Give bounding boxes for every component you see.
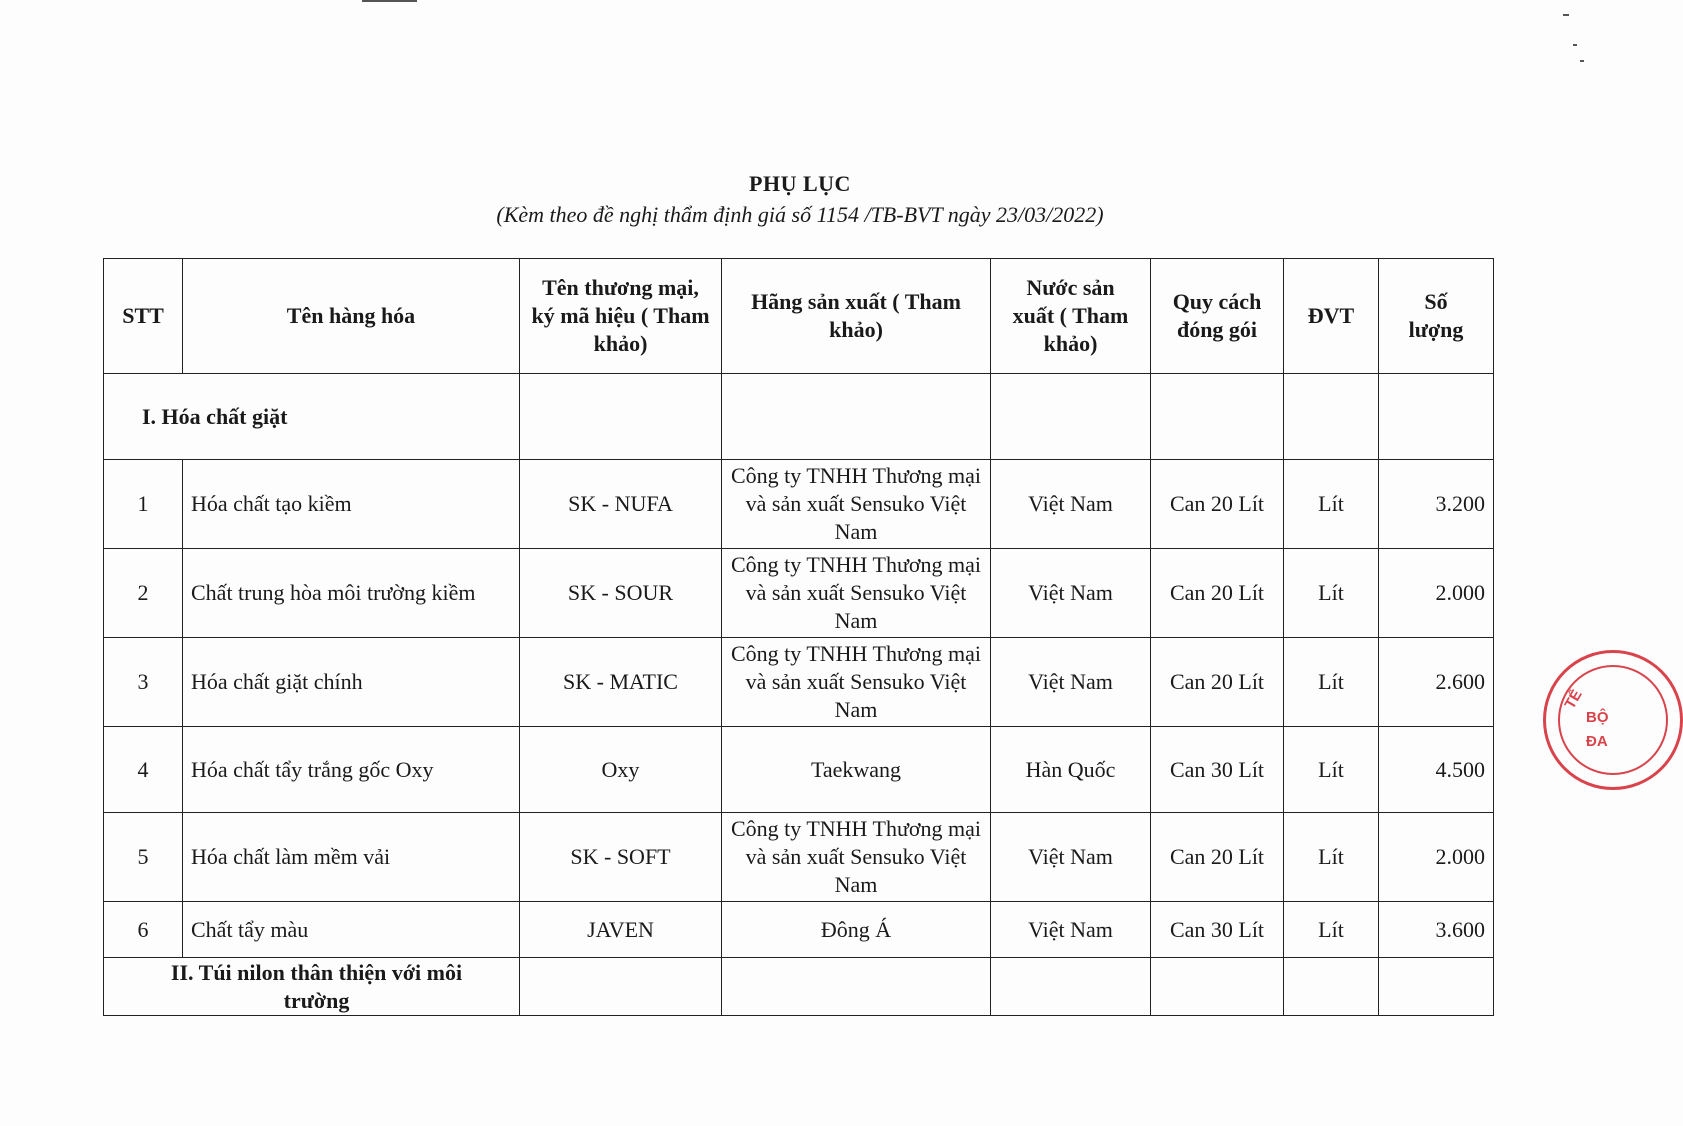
cell-quantity: 2.000: [1379, 549, 1494, 638]
cell-name: Hóa chất tạo kiềm: [183, 460, 520, 549]
cell-country: Việt Nam: [991, 549, 1151, 638]
cell-quantity: 3.200: [1379, 460, 1494, 549]
cell-packaging: Can 20 Lít: [1151, 549, 1284, 638]
cell-manufacturer: Công ty TNHH Thương mại và sản xuất Sensuko Việt Nam: [722, 460, 991, 549]
table-row: [104, 902, 1494, 958]
cell-code: Oxy: [520, 727, 722, 813]
header-packaging: Quy cách đóng gói: [1151, 259, 1284, 374]
empty-cell: [1151, 958, 1284, 1016]
table-row: [104, 460, 1494, 549]
cell-manufacturer: Đông Á: [722, 902, 991, 958]
header-quantity: Số lượng: [1379, 259, 1494, 374]
cell-country: Việt Nam: [991, 638, 1151, 727]
appendix-table: [103, 258, 1494, 1016]
header-code: Tên thương mại, ký mã hiệu ( Tham khảo): [520, 259, 722, 374]
cell-country: Việt Nam: [991, 902, 1151, 958]
empty-cell: [1151, 374, 1284, 460]
cell-name: Hóa chất tẩy trắng gốc Oxy: [183, 727, 520, 813]
cell-stt: 6: [104, 902, 183, 958]
cell-code: SK - SOUR: [520, 549, 722, 638]
cell-unit: Lít: [1284, 902, 1379, 958]
cell-code: SK - SOFT: [520, 813, 722, 902]
seal-text: BỘ: [1586, 709, 1609, 726]
cell-packaging: Can 30 Lít: [1151, 727, 1284, 813]
empty-cell: [991, 374, 1151, 460]
table-row: [104, 638, 1494, 727]
header-country: Nước sản xuất ( Tham khảo): [991, 259, 1151, 374]
cell-unit: Lít: [1284, 638, 1379, 727]
page-subtitle: (Kèm theo đề nghị thẩm định giá số 1154 /TB-BVT ngày 23/03/2022): [496, 202, 1104, 227]
scan-mark-right-2: [1573, 44, 1577, 46]
cell-name: Hóa chất làm mềm vải: [183, 813, 520, 902]
cell-packaging: Can 20 Lít: [1151, 813, 1284, 902]
cell-packaging: Can 20 Lít: [1151, 460, 1284, 549]
cell-manufacturer: Công ty TNHH Thương mại và sản xuất Sensuko Việt Nam: [722, 813, 991, 902]
scan-mark-right-3: [1580, 60, 1584, 62]
table-row: [104, 549, 1494, 638]
cell-quantity: 4.500: [1379, 727, 1494, 813]
cell-unit: Lít: [1284, 549, 1379, 638]
cell-stt: 2: [104, 549, 183, 638]
section-title: II. Túi nilon thân thiện với môi trường: [104, 958, 520, 1016]
empty-cell: [722, 958, 991, 1016]
empty-cell: [1284, 958, 1379, 1016]
seal-text: TẾ: [1561, 686, 1586, 713]
empty-cell: [520, 374, 722, 460]
empty-cell: [722, 374, 991, 460]
empty-cell: [1379, 958, 1494, 1016]
header-stt: STT: [104, 259, 183, 374]
scan-mark-right-1: [1563, 14, 1569, 16]
header-manufacturer: Hãng sản xuất ( Tham khảo): [722, 259, 991, 374]
table-row: [104, 813, 1494, 902]
cell-name: Chất trung hòa môi trường kiềm: [183, 549, 520, 638]
cell-country: Việt Nam: [991, 813, 1151, 902]
cell-unit: Lít: [1284, 813, 1379, 902]
cell-name: Hóa chất giặt chính: [183, 638, 520, 727]
empty-cell: [991, 958, 1151, 1016]
section-row: [104, 958, 1494, 1016]
official-seal-inner-ring: [1558, 665, 1668, 775]
seal-text: ĐA: [1586, 733, 1608, 750]
cell-packaging: Can 20 Lít: [1151, 638, 1284, 727]
cell-quantity: 2.600: [1379, 638, 1494, 727]
scan-mark-top: [362, 0, 417, 2]
empty-cell: [1284, 374, 1379, 460]
cell-manufacturer: Taekwang: [722, 727, 991, 813]
table-row: [104, 727, 1494, 813]
header-name: Tên hàng hóa: [183, 259, 520, 374]
cell-packaging: Can 30 Lít: [1151, 902, 1284, 958]
cell-name: Chất tẩy màu: [183, 902, 520, 958]
empty-cell: [1379, 374, 1494, 460]
page-title: PHỤ LỤC: [749, 171, 851, 196]
cell-manufacturer: Công ty TNHH Thương mại và sản xuất Sensuko Việt Nam: [722, 638, 991, 727]
cell-stt: 4: [104, 727, 183, 813]
cell-code: SK - MATIC: [520, 638, 722, 727]
empty-cell: [520, 958, 722, 1016]
header-unit: ĐVT: [1284, 259, 1379, 374]
cell-code: SK - NUFA: [520, 460, 722, 549]
cell-unit: Lít: [1284, 727, 1379, 813]
header-row: [104, 259, 1494, 374]
official-seal: [1543, 650, 1683, 790]
cell-stt: 1: [104, 460, 183, 549]
cell-code: JAVEN: [520, 902, 722, 958]
cell-stt: 5: [104, 813, 183, 902]
section-row: [104, 374, 1494, 460]
cell-quantity: 2.000: [1379, 813, 1494, 902]
cell-quantity: 3.600: [1379, 902, 1494, 958]
cell-stt: 3: [104, 638, 183, 727]
section-title: I. Hóa chất giặt: [104, 374, 520, 460]
cell-unit: Lít: [1284, 460, 1379, 549]
cell-country: Việt Nam: [991, 460, 1151, 549]
cell-manufacturer: Công ty TNHH Thương mại và sản xuất Sensuko Việt Nam: [722, 549, 991, 638]
cell-country: Hàn Quốc: [991, 727, 1151, 813]
